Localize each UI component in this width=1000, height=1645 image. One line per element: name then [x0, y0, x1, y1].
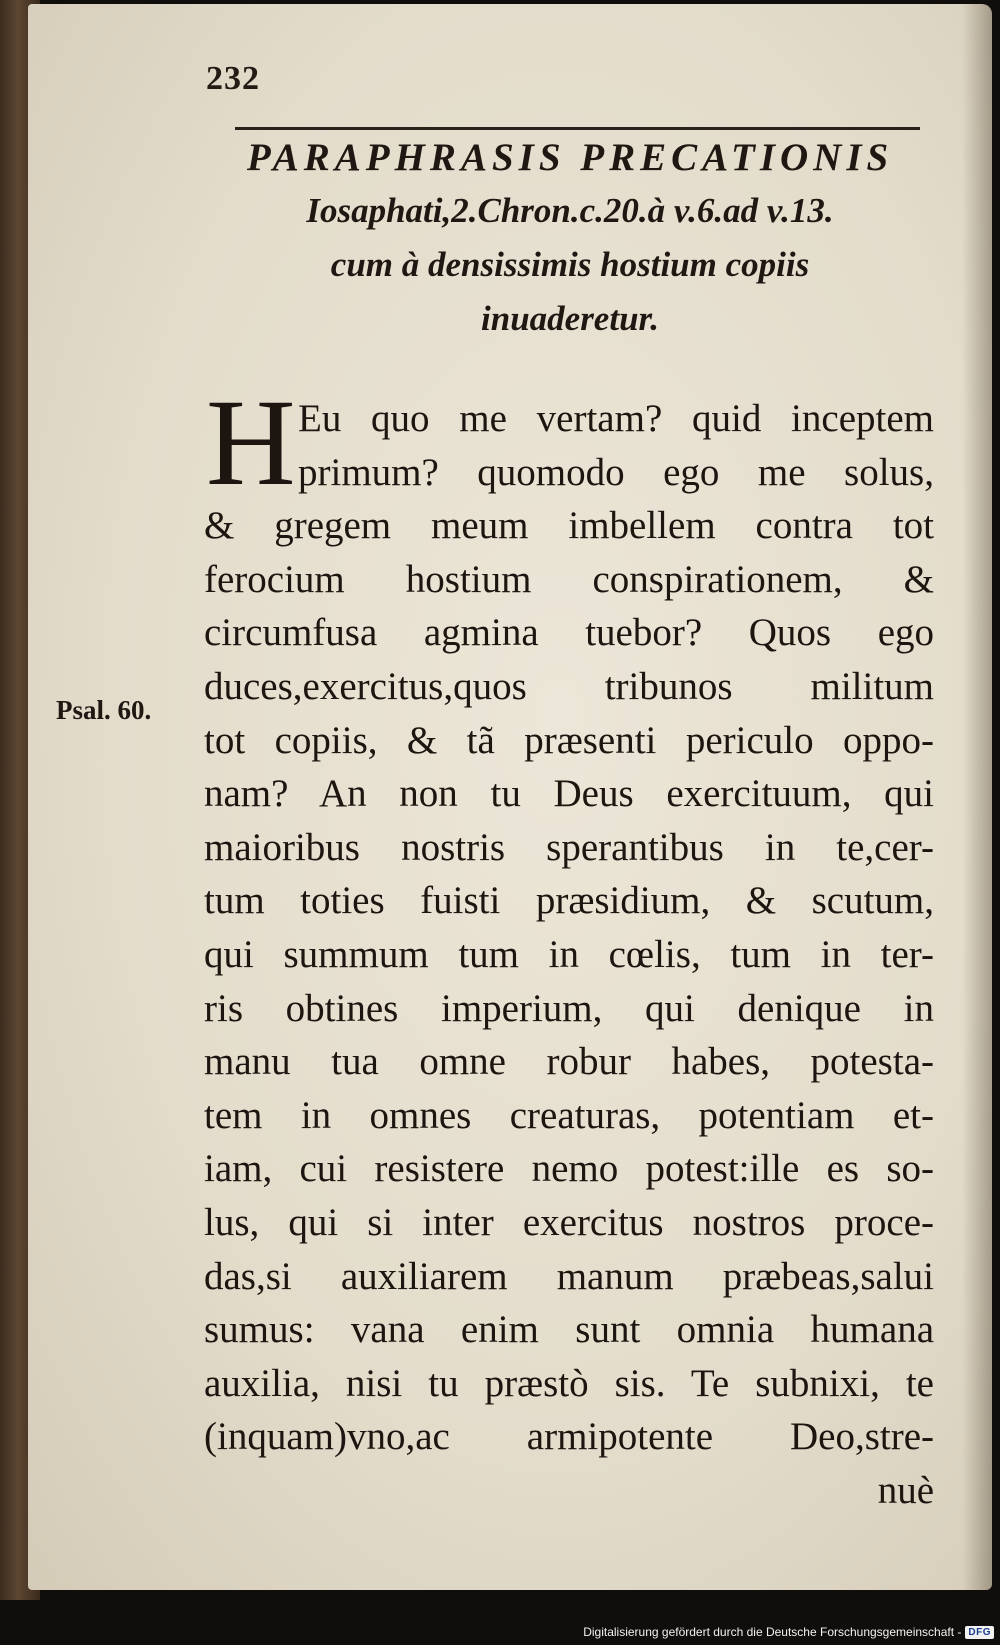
body-line: & gregem meum imbellem contra tot [204, 504, 934, 548]
drop-capital: H [206, 374, 296, 511]
body-line: tem in omnes creaturas, potentiam et- [204, 1093, 934, 1137]
body-line: das,si auxiliarem manum præbeas,salui [204, 1254, 934, 1298]
title-line-2: cum à densissimis hostium copiis [330, 245, 810, 284]
header-rule [235, 127, 920, 130]
body-line: ferocium hostium conspirationem, & [204, 557, 934, 601]
body-line: duces,exercitus,quos tribunos militum [204, 664, 934, 708]
title-main: PARAPHRASIS PRECATIONIS [246, 136, 894, 179]
page-curl-shadow [962, 4, 992, 1590]
body-line: qui summum tum in cœlis, tum in ter- [204, 932, 934, 976]
body-line: maioribus nostris sperantibus in te,cer- [204, 825, 934, 869]
title-line-1: Iosaphati,2.Chron.c.20.à v.6.ad v.13. [306, 191, 834, 230]
title-line-3: inuaderetur. [481, 299, 659, 338]
marginal-note: Psal. 60. [56, 695, 152, 725]
body-line: iam, cui resistere nemo potest:ille es so- [204, 1147, 934, 1191]
dfg-logo: DFG [965, 1626, 994, 1639]
body-line: lus, qui si inter exercitus nostros proce- [204, 1200, 934, 1244]
digitization-credit [583, 1625, 994, 1639]
body-line: auxilia, nisi tu præstò sis. Te subnixi, te [204, 1361, 934, 1405]
body-line: tot copiis, & tã præsenti periculo oppo- [204, 718, 934, 762]
body-line: nam? An non tu Deus exercituum, qui [204, 772, 934, 816]
body-text [204, 392, 934, 1517]
chapter-title [200, 132, 940, 346]
catchword: nuè [877, 1468, 934, 1512]
credit-text: Digitalisierung gefördert durch die Deutsche Forschungsgemeinschaft - [583, 1625, 962, 1639]
body-line: manu tua omne robur habes, potesta- [204, 1040, 934, 1084]
page-number: 232 [206, 60, 260, 97]
body-line: ris obtines imperium, qui denique in [204, 986, 934, 1030]
body-line: (inquam)vno,ac armipotente Deo,stre- [204, 1415, 934, 1459]
body-line: tum toties fuisti præsidium, & scutum, [204, 879, 934, 923]
body-line: sumus: vana enim sunt omnia humana [204, 1308, 934, 1352]
body-line: primum? quomodo ego me solus, [298, 450, 934, 494]
body-line: circumfusa agmina tuebor? Quos ego [204, 611, 934, 655]
body-line: Eu quo me vertam? quid inceptem [298, 397, 934, 440]
